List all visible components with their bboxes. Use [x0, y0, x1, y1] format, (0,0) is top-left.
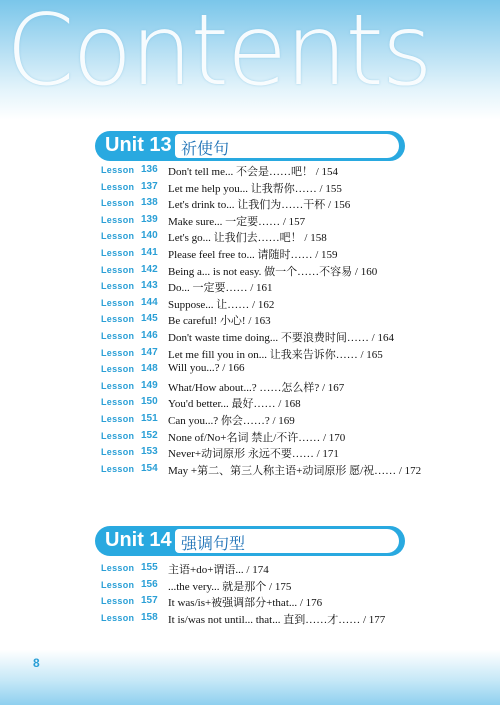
unit-title-cn: 祈使句 [181, 139, 230, 158]
lesson-word: Lesson [101, 214, 135, 225]
unit-13-header[interactable] [95, 131, 405, 161]
lesson-row[interactable] [101, 380, 481, 397]
contents-title: Contents [6, 0, 431, 108]
lesson-word: Lesson [101, 413, 135, 424]
lesson-number: 137 [141, 180, 158, 192]
lesson-title: 主语+do+谓语... / 174 [168, 564, 269, 576]
lesson-word: Lesson [101, 264, 135, 275]
unit-label: Unit 13 [105, 134, 172, 156]
lesson-word: Lesson [101, 463, 135, 474]
lesson-title: It is/was not until... that... 直到……才…… / 177 [168, 613, 386, 626]
unit-title-box [175, 529, 399, 553]
lesson-title: Make sure... 一定要…… / 157 [168, 215, 306, 228]
lesson-row[interactable] [101, 595, 481, 612]
lesson-number: 156 [141, 578, 158, 590]
lesson-row[interactable] [101, 197, 481, 214]
lesson-title: Let me help you... 让我帮你…… / 155 [168, 182, 342, 195]
lesson-number: 139 [141, 213, 158, 225]
unit-14-lesson-list [101, 562, 481, 628]
unit-14-header[interactable] [95, 526, 405, 556]
lesson-row[interactable] [101, 230, 481, 247]
lesson-number: 151 [141, 412, 158, 424]
lesson-row[interactable] [101, 164, 481, 181]
lesson-title: What/How about...? ……怎么样? / 167 [168, 381, 345, 394]
lesson-row[interactable] [101, 264, 481, 281]
lesson-number: 148 [141, 363, 158, 375]
lesson-number: 149 [141, 379, 158, 391]
bottom-gradient-band [0, 650, 500, 705]
lesson-title: Being a... is not easy. 做一个……不容易 / 160 [168, 265, 378, 278]
lesson-word: Lesson [101, 612, 135, 623]
lesson-word: Lesson [101, 397, 135, 408]
lesson-number: 155 [141, 562, 158, 573]
lesson-row[interactable] [101, 579, 481, 596]
lesson-title: Don't tell me... 不会是……吧！ / 154 [168, 166, 339, 178]
lesson-row[interactable] [101, 247, 481, 264]
lesson-number: 144 [141, 296, 158, 308]
lesson-number: 150 [141, 396, 158, 408]
lesson-number: 145 [141, 313, 158, 325]
lesson-number: 141 [141, 246, 158, 258]
lesson-row[interactable] [101, 430, 481, 447]
lesson-word: Lesson [101, 297, 135, 308]
lesson-row[interactable] [101, 313, 481, 330]
lesson-number: 153 [141, 446, 158, 458]
lesson-title: Please feel free to... 请随时…… / 159 [168, 248, 338, 261]
lesson-word: Lesson [101, 247, 135, 258]
lesson-number: 147 [141, 346, 158, 358]
lesson-row[interactable] [101, 562, 481, 579]
lesson-word: Lesson [101, 447, 135, 458]
lesson-row[interactable] [101, 280, 481, 297]
lesson-title: Let me fill you in on... 让我来告诉你…… / 165 [168, 348, 383, 361]
lesson-number: 138 [141, 197, 158, 209]
lesson-word: Lesson [101, 596, 135, 607]
lesson-number: 143 [141, 280, 158, 292]
lesson-number: 146 [141, 329, 158, 341]
lesson-title: Do... 一定要…… / 161 [168, 282, 273, 295]
lesson-word: Lesson [101, 314, 135, 325]
lesson-row[interactable] [101, 413, 481, 430]
lesson-number: 152 [141, 429, 158, 441]
lesson-row[interactable] [101, 214, 481, 231]
lesson-word: Lesson [101, 330, 135, 341]
lesson-title: Never+动词原形 永远不要…… / 171 [168, 448, 339, 461]
lesson-word: Lesson [101, 181, 135, 192]
lesson-row[interactable] [101, 297, 481, 314]
lesson-number: 136 [141, 164, 158, 175]
lesson-title: You'd better... 最好…… / 168 [168, 398, 301, 411]
lesson-number: 157 [141, 595, 158, 607]
lesson-word: Lesson [101, 281, 135, 292]
lesson-title: It was/is+被强调部分+that... / 176 [168, 597, 323, 610]
unit-title-cn: 强调句型 [181, 534, 246, 553]
lesson-title: Be careful! 小心! / 163 [168, 315, 271, 328]
lesson-word: Lesson [101, 563, 135, 573]
lesson-number: 158 [141, 611, 158, 623]
lesson-row[interactable] [101, 612, 481, 629]
lesson-row[interactable] [101, 463, 481, 480]
lesson-word: Lesson [101, 198, 135, 209]
lesson-title: Let's drink to... 让我们为……干杯 / 156 [168, 199, 351, 212]
lesson-word: Lesson [101, 380, 135, 391]
unit-13-lesson-list [101, 164, 481, 479]
lesson-row[interactable] [101, 363, 481, 380]
lesson-title: Will you...? / 166 [168, 362, 245, 375]
lesson-number: 140 [141, 230, 158, 242]
lesson-title: None of/No+名词 禁止/不许…… / 170 [168, 431, 346, 444]
lesson-row[interactable] [101, 181, 481, 198]
lesson-row[interactable] [101, 446, 481, 463]
lesson-word: Lesson [101, 231, 135, 242]
lesson-word: Lesson [101, 364, 135, 375]
unit-label: Unit 14 [105, 529, 172, 551]
lesson-row[interactable] [101, 396, 481, 413]
lesson-number: 142 [141, 263, 158, 275]
lesson-word: Lesson [101, 347, 135, 358]
lesson-title: ...the very... 就是那个 / 175 [168, 580, 292, 593]
lesson-title: Suppose... 让…… / 162 [168, 298, 275, 311]
page-number: 8 [33, 656, 40, 670]
lesson-word: Lesson [101, 579, 135, 590]
lesson-word: Lesson [101, 430, 135, 441]
lesson-row[interactable] [101, 330, 481, 347]
lesson-word: Lesson [101, 165, 135, 175]
lesson-number: 154 [141, 462, 158, 474]
unit-title-box [175, 134, 399, 158]
lesson-row[interactable] [101, 347, 481, 364]
lesson-title: Can you...? 你会……? / 169 [168, 414, 295, 427]
lesson-title: Let's go... 让我们去……吧！ / 158 [168, 232, 327, 245]
lesson-title: May +第二、第三人称主语+动词原形 愿/祝…… / 172 [168, 464, 422, 477]
lesson-title: Don't waste time doing... 不要浪费时间…… / 164 [168, 331, 394, 344]
